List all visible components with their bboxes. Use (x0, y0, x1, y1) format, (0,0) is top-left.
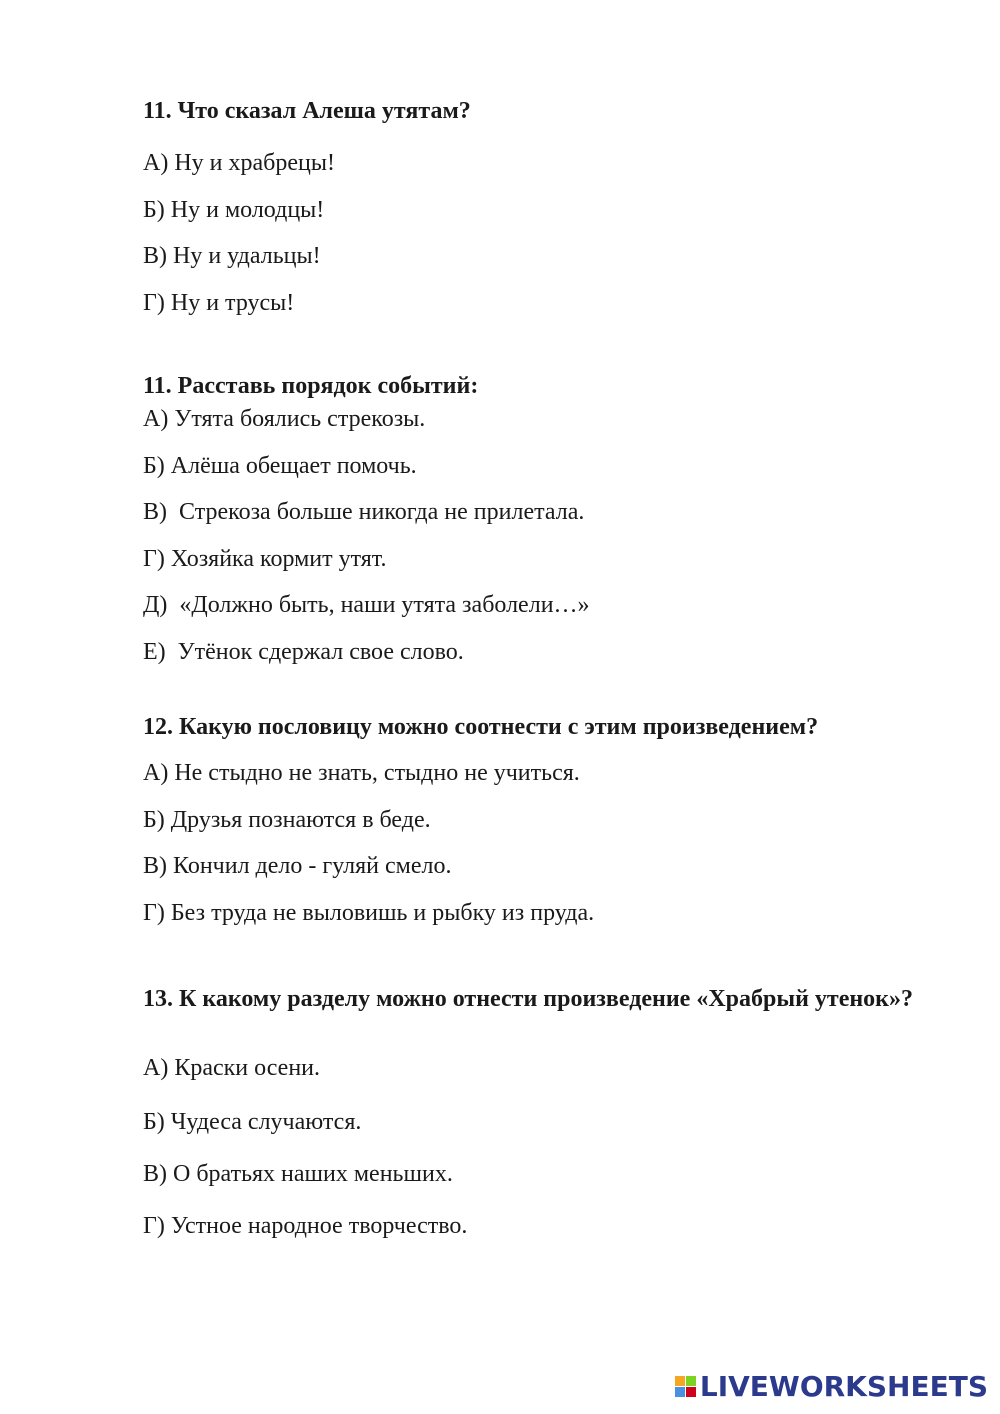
answer-option: А) Ну и храбрецы! (143, 150, 335, 176)
answer-option: В) О братьях наших меньших. (143, 1161, 453, 1187)
liveworksheets-logo (675, 1370, 988, 1404)
question-title: 11. Что сказал Алеша утятам? (143, 98, 471, 124)
answer-option: Г) Устное народное творчество. (143, 1213, 468, 1239)
answer-option: А) Утята боялись стрекозы. (143, 406, 426, 432)
answer-option: Б) Ну и молодцы! (143, 197, 325, 223)
answer-option: Б) Чудеса случаются. (143, 1109, 362, 1135)
answer-option: Г) Ну и трусы! (143, 290, 295, 316)
answer-option: В) Кончил дело - гуляй смело. (143, 853, 452, 879)
question-title: 11. Расставь порядок событий: (143, 373, 479, 399)
question-title: 13. К какому разделу можно отнести произведение «Храбрый утенок»? (143, 986, 914, 1012)
answer-option: Г) Без труда не выловишь и рыбку из пруда. (143, 900, 595, 926)
answer-option: А) Не стыдно не знать, стыдно не учиться. (143, 760, 580, 786)
answer-option: Б) Алёша обещает помочь. (143, 453, 417, 479)
answer-option: Б) Друзья познаются в беде. (143, 807, 431, 833)
answer-option: В) Ну и удальцы! (143, 243, 321, 269)
answer-option: Е) Утёнок сдержал свое слово. (143, 639, 464, 665)
liveworksheets-wordmark: LIVEWORKSHEETS (699, 1370, 988, 1403)
answer-option: В) Стрекоза больше никогда не прилетала. (143, 499, 585, 525)
question-title: 12. Какую пословицу можно соотнести с этим произведением? (143, 714, 819, 740)
answer-option: Д) «Должно быть, наши утята заболели…» (143, 592, 590, 618)
answer-option: Г) Хозяйка кормит утят. (143, 546, 387, 572)
answer-option: А) Краски осени. (143, 1055, 321, 1081)
liveworksheets-logo-icon (675, 1376, 697, 1398)
